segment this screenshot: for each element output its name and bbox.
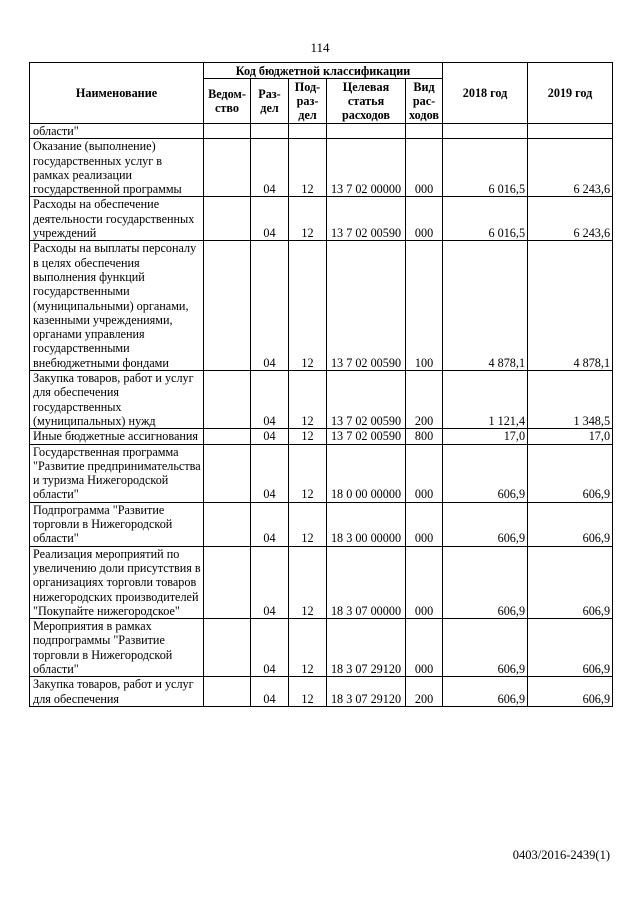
row-razdel: 04 bbox=[251, 429, 289, 444]
row-ved bbox=[204, 429, 251, 444]
row-2019: 606,9 bbox=[528, 677, 613, 707]
table-row bbox=[30, 371, 613, 429]
header-razdel: Раз-дел bbox=[251, 79, 289, 124]
budget-table bbox=[29, 62, 613, 707]
row-ved bbox=[204, 371, 251, 429]
row-2019: 606,9 bbox=[528, 619, 613, 677]
row-celevaya: 18 0 00 00000 bbox=[327, 444, 406, 502]
table-row bbox=[30, 197, 613, 241]
row-2018: 6 016,5 bbox=[443, 139, 528, 197]
row-ved bbox=[204, 502, 251, 546]
table-row bbox=[30, 429, 613, 444]
table-row bbox=[30, 502, 613, 546]
row-name: Расходы на выплаты персоналу в целях обеспечения выполнения функций государственными (муниципальными) органами, казенными учреждениями, органами управления государственными внебюджетными фондами bbox=[30, 241, 204, 371]
row-vid: 100 bbox=[406, 241, 443, 371]
row-2019: 606,9 bbox=[528, 546, 613, 618]
row-name: Иные бюджетные ассигнования bbox=[30, 429, 204, 444]
row-podrazdel: 12 bbox=[289, 546, 327, 618]
table-row bbox=[30, 444, 613, 502]
row-podrazdel: 12 bbox=[289, 139, 327, 197]
row-name: Закупка товаров, работ и услуг для обеспечения bbox=[30, 677, 204, 707]
row-ved bbox=[204, 444, 251, 502]
row-vid: 000 bbox=[406, 546, 443, 618]
row-2019: 606,9 bbox=[528, 444, 613, 502]
row-razdel: 04 bbox=[251, 546, 289, 618]
row-2019: 6 243,6 bbox=[528, 197, 613, 241]
header-celevaya: Целевая статья расходов bbox=[327, 79, 406, 124]
row-celevaya: 18 3 00 00000 bbox=[327, 502, 406, 546]
table-row bbox=[30, 241, 613, 371]
row-name: Оказание (выполнение) государственных услуг в рамках реализации государственной программы bbox=[30, 139, 204, 197]
row-podrazdel: 12 bbox=[289, 429, 327, 444]
table-row bbox=[30, 546, 613, 618]
row-2019: 1 348,5 bbox=[528, 371, 613, 429]
row-2018: 606,9 bbox=[443, 619, 528, 677]
header-vid: Вид рас-ходов bbox=[406, 79, 443, 124]
header-name: Наименование bbox=[30, 63, 204, 124]
row-2018: 606,9 bbox=[443, 677, 528, 707]
row-vid: 200 bbox=[406, 677, 443, 707]
table-row bbox=[30, 677, 613, 707]
row-razdel: 04 bbox=[251, 197, 289, 241]
row-vid: 000 bbox=[406, 619, 443, 677]
header-2018: 2018 год bbox=[443, 63, 528, 124]
row-podrazdel: 12 bbox=[289, 197, 327, 241]
row-name: Закупка товаров, работ и услуг для обеспечения государственных (муниципальных) нужд bbox=[30, 371, 204, 429]
row-podrazdel: 12 bbox=[289, 677, 327, 707]
row-name: Мероприятия в рамках подпрограммы "Развитие торговли в Нижегородской области" bbox=[30, 619, 204, 677]
document-code: 0403/2016-2439(1) bbox=[512, 848, 610, 862]
row-razdel: 04 bbox=[251, 619, 289, 677]
row-celevaya: 18 3 07 00000 bbox=[327, 546, 406, 618]
row-name: Реализация мероприятий по увеличению доли присутствия в организациях торговли товаров нижегородских производителей "Покупайте нижегородское" bbox=[30, 546, 204, 618]
row-ved bbox=[204, 677, 251, 707]
row-2019: 4 878,1 bbox=[528, 241, 613, 371]
row-vid: 000 bbox=[406, 502, 443, 546]
row-celevaya: 13 7 02 00590 bbox=[327, 241, 406, 371]
row-ved bbox=[204, 139, 251, 197]
row-vid: 200 bbox=[406, 371, 443, 429]
row-2018: 17,0 bbox=[443, 429, 528, 444]
row-ved bbox=[204, 619, 251, 677]
row-2018: 6 016,5 bbox=[443, 197, 528, 241]
row-vid: 000 bbox=[406, 197, 443, 241]
row-name: Расходы на обеспечение деятельности государственных учреждений bbox=[30, 197, 204, 241]
row-2018: 606,9 bbox=[443, 444, 528, 502]
row-celevaya: 13 7 02 00000 bbox=[327, 139, 406, 197]
row-podrazdel: 12 bbox=[289, 502, 327, 546]
row-2019: 606,9 bbox=[528, 502, 613, 546]
row-vid: 000 bbox=[406, 139, 443, 197]
row-razdel: 04 bbox=[251, 241, 289, 371]
row-ved bbox=[204, 197, 251, 241]
row-name: Подпрограмма "Развитие торговли в Нижегородской области" bbox=[30, 502, 204, 546]
row-2019: 6 243,6 bbox=[528, 139, 613, 197]
row-celevaya: 13 7 02 00590 bbox=[327, 197, 406, 241]
row-2019: 17,0 bbox=[528, 429, 613, 444]
row-podrazdel: 12 bbox=[289, 619, 327, 677]
row-razdel: 04 bbox=[251, 677, 289, 707]
table-row bbox=[30, 619, 613, 677]
row-2018: 606,9 bbox=[443, 502, 528, 546]
row-name: Государственная программа "Развитие предпринимательства и туризма Нижегородской области" bbox=[30, 444, 204, 502]
row-razdel: 04 bbox=[251, 444, 289, 502]
page-number: 114 bbox=[310, 40, 330, 55]
row-podrazdel: 12 bbox=[289, 444, 327, 502]
row-ved bbox=[204, 241, 251, 371]
table-row bbox=[30, 139, 613, 197]
header-code-group: Код бюджетной классификации bbox=[204, 63, 443, 79]
row-vid: 000 bbox=[406, 444, 443, 502]
row-razdel: 04 bbox=[251, 502, 289, 546]
row-razdel: 04 bbox=[251, 371, 289, 429]
row-celevaya: 13 7 02 00590 bbox=[327, 429, 406, 444]
header-podrazdel: Под-раз-дел bbox=[289, 79, 327, 124]
row-razdel: 04 bbox=[251, 139, 289, 197]
row-celevaya: 18 3 07 29120 bbox=[327, 677, 406, 707]
row-2018: 1 121,4 bbox=[443, 371, 528, 429]
header-vedomstvo: Ведом-ство bbox=[204, 79, 251, 124]
row-podrazdel: 12 bbox=[289, 241, 327, 371]
row-2018: 4 878,1 bbox=[443, 241, 528, 371]
row-celevaya: 18 3 07 29120 bbox=[327, 619, 406, 677]
header-2019: 2019 год bbox=[528, 63, 613, 124]
row-podrazdel: 12 bbox=[289, 371, 327, 429]
table-row-continuation bbox=[30, 124, 613, 139]
row-vid: 800 bbox=[406, 429, 443, 444]
row-ved bbox=[204, 546, 251, 618]
row-2018: 606,9 bbox=[443, 546, 528, 618]
row-celevaya: 13 7 02 00590 bbox=[327, 371, 406, 429]
continuation-text: области" bbox=[30, 124, 204, 139]
